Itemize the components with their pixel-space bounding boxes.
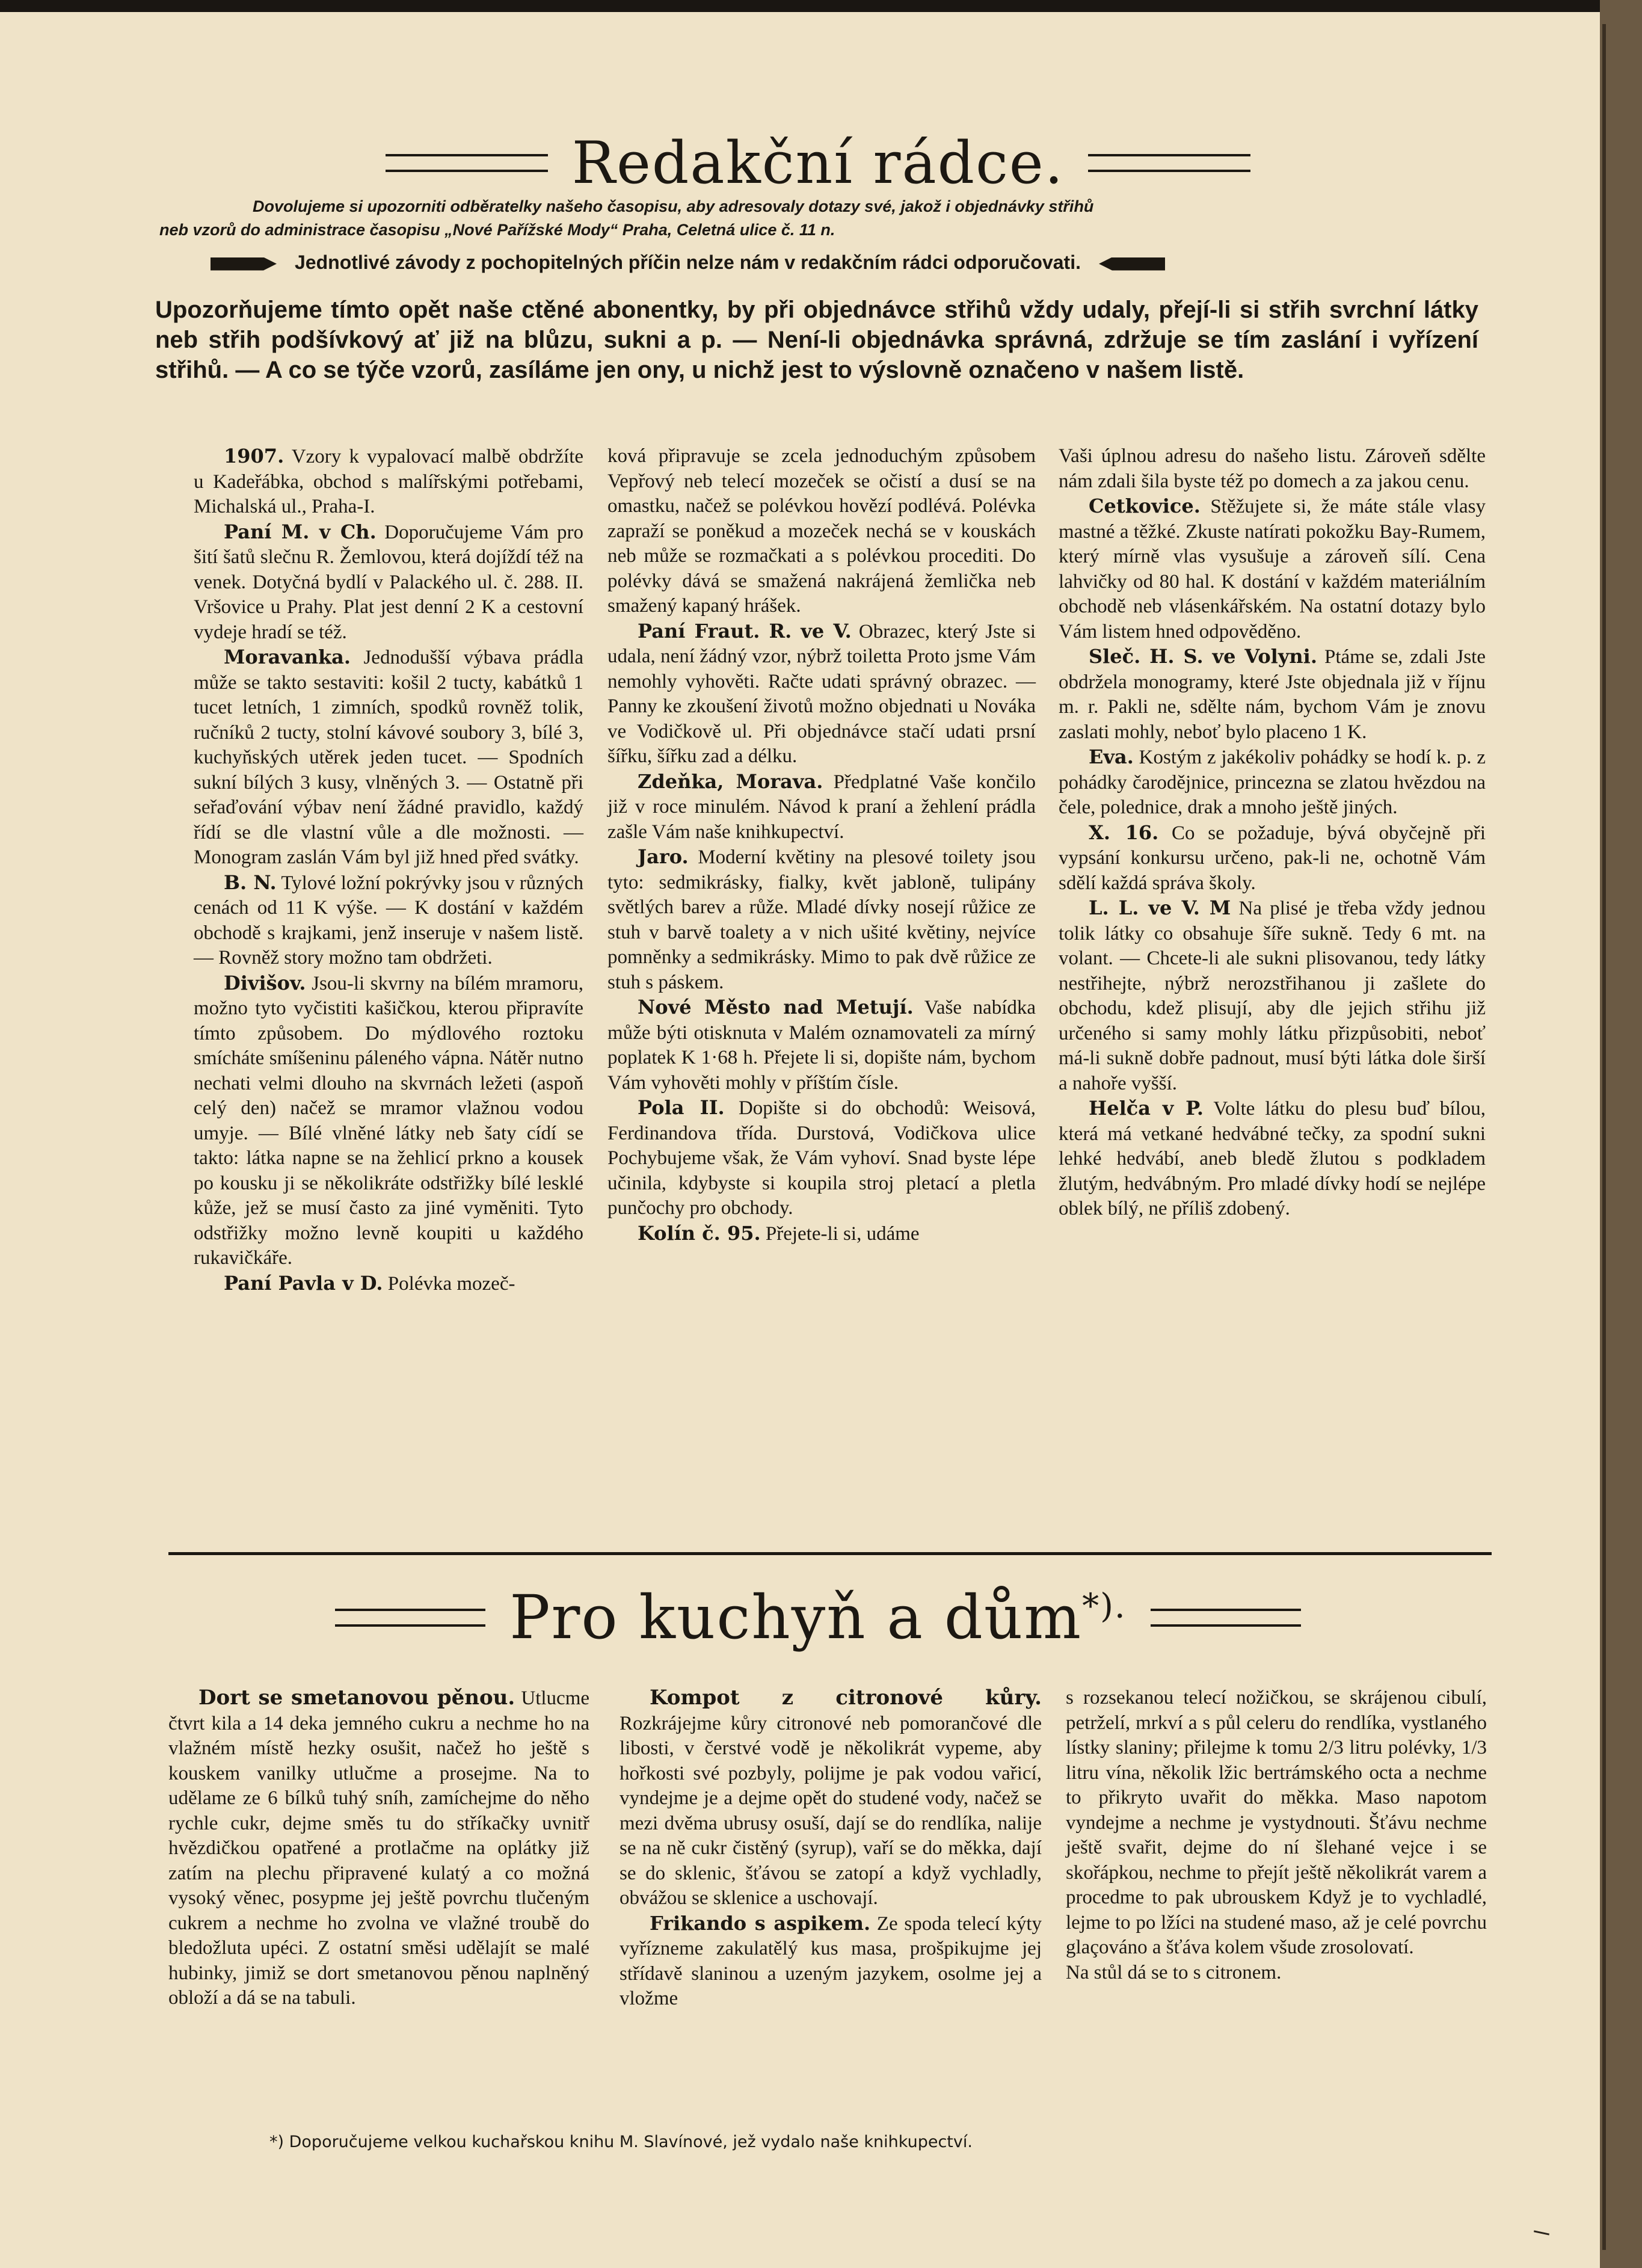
entry-text: Přejete-li si, udáme <box>765 1222 920 1245</box>
entry-text: Vaši úplnou adresu do našeho listu. Zároveň sdělte nám zdali šila byste též po domech a za jakou cenu. <box>1059 445 1486 492</box>
entry-text: Moderní květiny na plesové toilety jsou tyto: sedmikrásky, fialky, květ jabloně, tulipány světlých barev a růže. Mladé dívky nosejí růžice ze stuh v barvě toalety a v nich ušité květiny, nejvíce pomněnky a sedmikrásky. Mimo to pak dvě růžice ze stuh s páskem. <box>607 846 1036 993</box>
entry-keyword: B. N. <box>224 871 277 894</box>
page-title: Redakční rádce. <box>571 129 1065 197</box>
entry <box>1059 745 1486 821</box>
kitchen-column-1 <box>168 1686 589 2011</box>
entry-text: Utlucme čtvrt kila a 14 deka jemného cukru a nechme ho na vlažném místě hezky osušit, načež ho ještě s kouskem vanilky utlučme a prosejme. Na to udělame ze 6 bílků tuhý sníh, zamíchejme do něho rychle cukr, dejme směs tu do stříkačky uvnitř hvězdičkou opatřené a protlačme na oplátky již zatím na plechu připravené kulatý a co možná vysoký věnec, posypme jej ještě povrchu tlučeným cukrem a nechme ho zvolna ve vlažné troubě do bledožluta upéci. Z ostatní směsi udělajít se malé hubinky, jimiž se dort smetanovou pěnou naplněný obloží a dá se na tabuli. <box>168 1687 590 2009</box>
entry-text: Předplatné Vaše končilo již v roce minulém. Návod k praní a žehlení prádla zašle Vám naše knihkupectví. <box>607 771 1036 843</box>
entry-text: Vzory k vypalovací malbě obdržíte u Kadeřábka, obchod s malířskými potřebami, Michalská ul., Praha-I. <box>194 446 584 517</box>
entry-text: Dopište si do obchodů: Weisová, Ferdinandova třída. Durstová, Vodičkova ulice Pochybujeme však, že Vám vyhoví. Snad byste lépe učinila, kdybyste si koupila stroj pletací a pletla punčochy pro obchody. <box>607 1097 1036 1219</box>
entry-text: Vaše nabídka může býti otisknuta v Malém oznamovateli za mírný poplatek K 1·68 h. Přejete li si, dopište nám, bychom Vám vyhověti mohly v příštím čísle. <box>607 997 1036 1094</box>
entry-keyword: L. L. ve V. M <box>1089 896 1231 919</box>
entry <box>607 995 1036 1095</box>
entry <box>607 769 1036 845</box>
entry <box>1059 896 1486 1096</box>
entry-text: ková připravuje se zcela jednoduchým způsobem Vepřový neb telecí mozeček se očistí a dusí se na omastku, načež se polévkou hovězí podlévá. Polévka zapraží se poněkud a mozeček nechá se v kouskách neb může se rozmačkati a s polévkou procediti. Do polévky dává se smažená nakrájená žemlička neb smažený kapaný hrášek. <box>607 445 1036 617</box>
entry <box>1059 444 1486 494</box>
entry <box>607 1095 1036 1221</box>
pointing-hand-left-icon <box>1099 257 1165 271</box>
notice-line-1: Dovolujeme si upozorniti odběratelky našeho časopisu, aby adresovaly dotazy své, jakož i objednávky střihů <box>253 197 1094 215</box>
entry <box>607 444 1036 619</box>
kitchen-title <box>509 1582 1126 1653</box>
binding-edge <box>1600 0 1642 2268</box>
entry-keyword: Pola II. <box>638 1096 725 1119</box>
entry <box>1066 1961 1487 1986</box>
subscriber-warning: Upozorňujeme tímto opět naše ctěné abonentky, by při objednávce střihů vždy udaly, přejí-li si střih svrchní látky neb střih podšívkový ať již na blůzu, sukni a p. — Není-li objednávka správná, zdržuje se tím zaslání i vyřízení střihů. — A co se týče vzorů, zasíláme jen ony, u nichž jest to výslovně označeno v našem listě. <box>155 297 1478 383</box>
entry <box>194 1271 583 1297</box>
entry-text: Kostým z jakékoliv pohádky se hodí k. p. z pohádky čarodějnice, princezna se zlatou hvězdou na čele, polednice, drak a mnoho ještě jiných. <box>1059 747 1486 818</box>
title-rule-left <box>386 154 548 172</box>
entry <box>607 619 1036 769</box>
entry <box>1059 821 1486 896</box>
answers-column-3 <box>1059 444 1486 1222</box>
entry-keyword: Cetkovice. <box>1089 495 1201 517</box>
entry-text: Stěžujete si, že máte stále vlasy mastné a těžké. Zkuste natírati pokožku Bay-Rumem, který mírně vlas vysušuje a zároveň sílí. Cena lahvičky od 80 hal. K dostání v každém materiálním obchodě neb vlásenkářském. Na ostatní dotazy bylo Vám listem hned odpověděno. <box>1059 496 1486 642</box>
entry-text: Obrazec, který Jste si udala, není žádný vzor, nýbrž toiletta Proto jsme Vám nemohly vyhověti. Račte udati správný obrazec. — Panny ke zkoušení životů možno objednati u Nováka ve Vodičkově ul. Při objednávce stačí udati prsní šířku, šířku zad a délku. <box>607 620 1036 767</box>
entry-keyword: Eva. <box>1089 745 1134 768</box>
entry <box>1059 494 1486 644</box>
kitchen-title-text: Pro kuchyň a dům <box>509 1582 1083 1653</box>
entry-text: Ptáme se, zdali Jste obdržela monogramy, které Jste objednala již v říjnu m. r. Pakli ne, sdělte nám, bychom Vám je znovu zaslati mohly, neboť bylo placeno 1 K. <box>1059 646 1486 743</box>
entry <box>620 1911 1042 2012</box>
entry-text: Ze spoda telecí kýty vyřízneme zakulatělý kus masa, prošpikujme jej střídavě slaninou a uzeným jazykem, osolme jej a vložme <box>620 1912 1042 2009</box>
entry-keyword: Zdeňka, Morava. <box>638 769 823 793</box>
entry <box>620 1686 1042 1911</box>
entry-keyword: Nové Město nad Metují. <box>638 996 914 1018</box>
entry <box>1066 1686 1487 1961</box>
entry-keyword: Dort se smetanovou pěnou. <box>198 1686 515 1710</box>
notice-line-2: neb vzorů do administrace časopisu „Nové Pařížské Mody“ Praha, Celetná ulice č. 11 n. <box>159 221 835 239</box>
kitchen-rule-left <box>335 1609 485 1627</box>
entry-keyword: Paní Pavla v D. <box>224 1271 383 1295</box>
entry-text: Doporučujeme Vám pro šití šatů slečnu R. Žemlovou, která dojíždí též na venek. Dotyčná bydlí v Palackého ul. č. 288. II. Vršovice u Prahy. Plat jest denní 2 K a cestovní vydeje hradí se též. <box>194 521 584 643</box>
entry-keyword: Helča v P. <box>1089 1097 1204 1120</box>
footnote: *) Doporučujeme velkou kuchařskou knihu M. Slavínové, jež vydalo naše knihkupectví. <box>269 2133 973 2151</box>
kitchen-title-footnote-mark: *). <box>1082 1586 1127 1626</box>
corner-mark <box>1534 2230 1549 2235</box>
entry-text: Na stůl dá se to s citronem. <box>1066 1961 1282 1983</box>
entry <box>1059 644 1486 745</box>
entry-keyword: Paní M. v Ch. <box>224 520 377 543</box>
notice-bold-line <box>211 251 1165 274</box>
answers-column-2 <box>607 444 1036 1246</box>
entry <box>194 971 583 1271</box>
pointing-hand-right-icon <box>211 257 277 271</box>
entry-keyword: 1907. <box>224 445 284 467</box>
entry <box>194 871 583 971</box>
kitchen-heading <box>156 1582 1480 1653</box>
entry-keyword: Kompot z citronové kůry. <box>650 1686 1042 1710</box>
entry-text: Polévka mozeč- <box>387 1272 515 1295</box>
entry <box>194 645 583 871</box>
entry-keyword: X. 16. <box>1089 821 1159 844</box>
newspaper-page <box>0 12 1600 2268</box>
entry-text: Na plisé je třeba vždy jednou tolik látky co obsahuje šíře sukně. Tedy 6 mt. na volant. — Chcete-li ale sukni plisovanou, tedy látky nestřihejte, nýbrž nerozstřihanou ji zašlete do obchodu, kdež plisují, aby dle jejich střihu již určeného si samy mohly látku přizpůsobiti, neboť má-li sukně dobře padnout, musí býti látka dole širší a nahoře vyšší. <box>1059 898 1486 1094</box>
answers-column-1 <box>194 444 583 1296</box>
title-rule-right <box>1088 154 1250 172</box>
binding-shadow <box>1602 24 1606 2250</box>
entry-text: Volte látku do plesu buď bílou, která má vetkané hedvábné tečky, za spodní sukni lehké hedvábí, aneb bledě žlutou s podkladem žlutým, hedvábným. Pro mladé dívky hodí se nejlépe oblek bílý, ne příliš zdobený. <box>1059 1098 1486 1219</box>
entry-text: Jednodušší výbava prádla může se takto sestaviti: košil 2 tucty, kabátků 1 tucet letních, 1 zimních, spodků rovněž tolik, ručníků 2 tucty, stolní kávové soubory 3, bílé 3, kuchyňských utěrek jeden tucet. — Spodních sukní bílých 3 kusy, vlněných 3. — Ostatně při seřaďování výbav není žádné pravidlo, každý řídí se dle vlastní vůle a dle možnosti. — Monogram zaslán Vám byl již hned před svátky. <box>194 647 583 868</box>
entry <box>194 520 583 646</box>
entry <box>168 1686 589 2011</box>
entry-keyword: Frikando s aspikem. <box>650 1911 871 1935</box>
entry <box>194 444 583 520</box>
entry-keyword: Paní Fraut. R. ve V. <box>638 619 852 642</box>
entry-keyword: Kolín č. 95. <box>638 1221 761 1245</box>
entry-text: s rozsekanou telecí nožičkou, se skrájenou cibulí, petrželí, mrkví a s půl celeru do rendlíka, vystlaného lístky slaniny; přilejme k tomu 2/3 litru polévky, 1/3 litru vína, několik lžic bertrámského octa a nechme to přikryto uvařit do měkka. Maso napotom vyndejme a nechme je vystydnouti. Šťávu nechme ještě svařit, dejme do ní šlehané vejce i se skořápkou, nechme to přejít ještě několikrát varem a procedme to pak ubrouskem Když je to vychladlé, lejme to po lžíci na studené maso, až je celé povrchu glaçováno a šťáva kolem všude zrosolovatí. <box>1066 1687 1487 1958</box>
entry-text: Co se požaduje, bývá obyčejně při vypsání konkursu určeno, pak-li ne, ochotně Vám sdělí každá správa školy. <box>1059 822 1486 894</box>
entry <box>607 1221 1036 1247</box>
notice-bold-text: Jednotlivé závody z pochopitelných příčin nelze nám v redakčním rádci odporučovati. <box>295 251 1081 273</box>
kitchen-column-3 <box>1066 1686 1487 1985</box>
entry-keyword: Moravanka. <box>224 646 351 668</box>
entry <box>607 845 1036 995</box>
entry-text: Jsou-li skvrny na bílém mramoru, možno tyto vyčistiti kašičkou, kterou připravíte tímto způsobem. Do mýdlového roztoku smícháte smíšeninu páleného vápna. Nátěr nutno nechati velmi dlouho na skvrnách ležeti (aspoň celý den) načež se mramor vlažnou vodou umyje. — Bílé vlněné látky neb šaty cídí se takto: látka napne se na žehlicí prkno a kousek po kousku ji se několikráte odstřižky bílé lesklé kůže, jež se musí často za jiné vyměniti. Tyto odstřižky možno levně koupiti u každého rukavičkáře. <box>194 972 583 1269</box>
entry <box>1059 1096 1486 1222</box>
entry-keyword: Divišov. <box>224 971 306 994</box>
entry-keyword: Sleč. H. S. ve Volyni. <box>1089 645 1317 668</box>
entry-text: Rozkrájejme kůry citronové neb pomorančové dle libosti, v čerstvé vodě je několikrát vypeme, aby hořkosti své pozbyly, polijme je pak vodou vařicí, vyndejme je a dejme opět do studené vody, načež se mezi dvěma ubrusy osuší, dají se do rendlíka, nalije se na ně cukr čistěný (syrup), vaří se do měkka, dají se do sklenic, šťávou se zatopí a když vychladly, obvážou se sklenice a uschovají. <box>620 1712 1042 1909</box>
entry-keyword: Jaro. <box>638 845 689 868</box>
masthead <box>156 129 1480 197</box>
section-divider <box>168 1552 1492 1555</box>
entry-text: Tylové ložní pokrývky jsou v různých cenách od 11 K výše. — K dostání v každém obchodě s krajkami, jenž inseruje v našem listě. — Rovněž story možno tam obdržeti. <box>194 872 584 969</box>
kitchen-column-2 <box>620 1686 1042 2012</box>
kitchen-rule-right <box>1151 1609 1301 1627</box>
